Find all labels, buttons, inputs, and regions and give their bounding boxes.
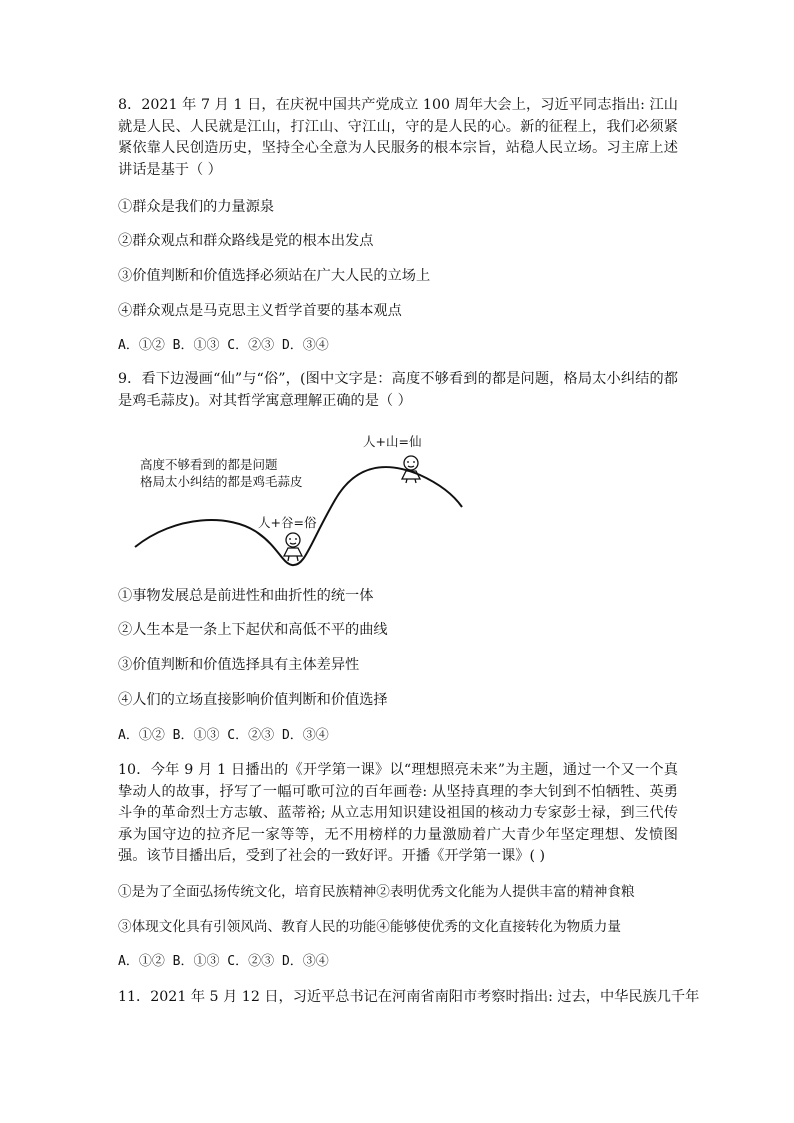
cartoon-xian-su: [130, 425, 470, 580]
question-8-options: A．①② B．①③ C．②③ D．③④: [118, 338, 329, 353]
question-9-stem: 9．看下边漫画“仙”与“俗”，(图中文字是：高度不够看到的都是问题，格局太小纠结的都是鸡毛蒜皮)。对其哲学寓意理解正确的是（ ）: [118, 371, 678, 409]
question-10-stem: 10．今年 9 月 1 日播出的《开学第一课》以“理想照亮未来”为主题，通过一个又一个真挚动人的故事，抒写了一幅可歌可泣的百年画卷: 从坚持真理的李大钊到不怕牺牲、英勇斗争的革命烈士方志敏、蓝蒂裕; 从立志用知识建设祖国的核动力专家彭士禄，到三代传承为国守边的拉齐尼一家等等，无不用榜样的力量激励着广大青少年坚定理想、发愤图强。该节目播出后，受到了社会的一致好评。开播《开学第一课》( ): [118, 762, 678, 864]
question-10-options: A．①② B．①③ C．②③ D．③④: [118, 954, 329, 969]
question-8-stem: 8．2021 年 7 月 1 日，在庆祝中国共产党成立 100 周年大会上，习近平同志指出: 江山就是人民、人民就是江山，打江山、守江山，守的是人民的心。新的征程上，我们必须紧紧依靠人民创造历史，坚持全心全意为人民服务的根本宗旨，站稳人民立场。习主席上述讲话是基于（ ）: [118, 97, 678, 178]
question-9-item-1: ①事物发展总是前进性和曲折性的统一体: [118, 588, 374, 604]
question-9-item-2: ②人生本是一条上下起伏和高低不平的曲线: [118, 622, 388, 638]
cartoon-top-label: 人+山=仙: [363, 434, 422, 449]
question-8-item-1: ①群众是我们的力量源泉: [118, 199, 275, 215]
question-8-item-2: ②群众观点和群众路线是党的根本出发点: [118, 233, 374, 249]
question-10-items-row-2: ③体现文化具有引领风尚、教育人民的功能④能够使优秀的文化直接转化为物质力量: [118, 919, 621, 935]
question-8-item-3: ③价值判断和价值选择必须站在广大人民的立场上: [118, 268, 431, 284]
question-10-items-row-1: ①是为了全面弘扬传统文化，培育民族精神②表明优秀文化能为人提供丰富的精神食粮: [118, 884, 635, 900]
question-9-item-4: ④人们的立场直接影响价值判断和价值选择: [118, 692, 388, 708]
cartoon-caption-line1: 高度不够看到的都是问题: [140, 457, 278, 472]
figure-in-valley: [284, 533, 302, 561]
question-11-stem: 11．2021 年 5 月 12 日，习近平总书记在河南省南阳市考察时指出: 过去，中华民族几千年: [118, 989, 700, 1005]
question-9-options: A．①② B．①③ C．②③ D．③④: [118, 728, 329, 743]
cartoon-caption-line2: 格局太小纠结的都是鸡毛蒜皮: [140, 474, 303, 489]
question-9-item-3: ③价值判断和价值选择具有主体差异性: [118, 657, 360, 673]
question-8-item-4: ④群众观点是马克思主义哲学首要的基本观点: [118, 303, 402, 319]
cartoon-bottom-label: 人+谷=俗: [258, 515, 317, 530]
